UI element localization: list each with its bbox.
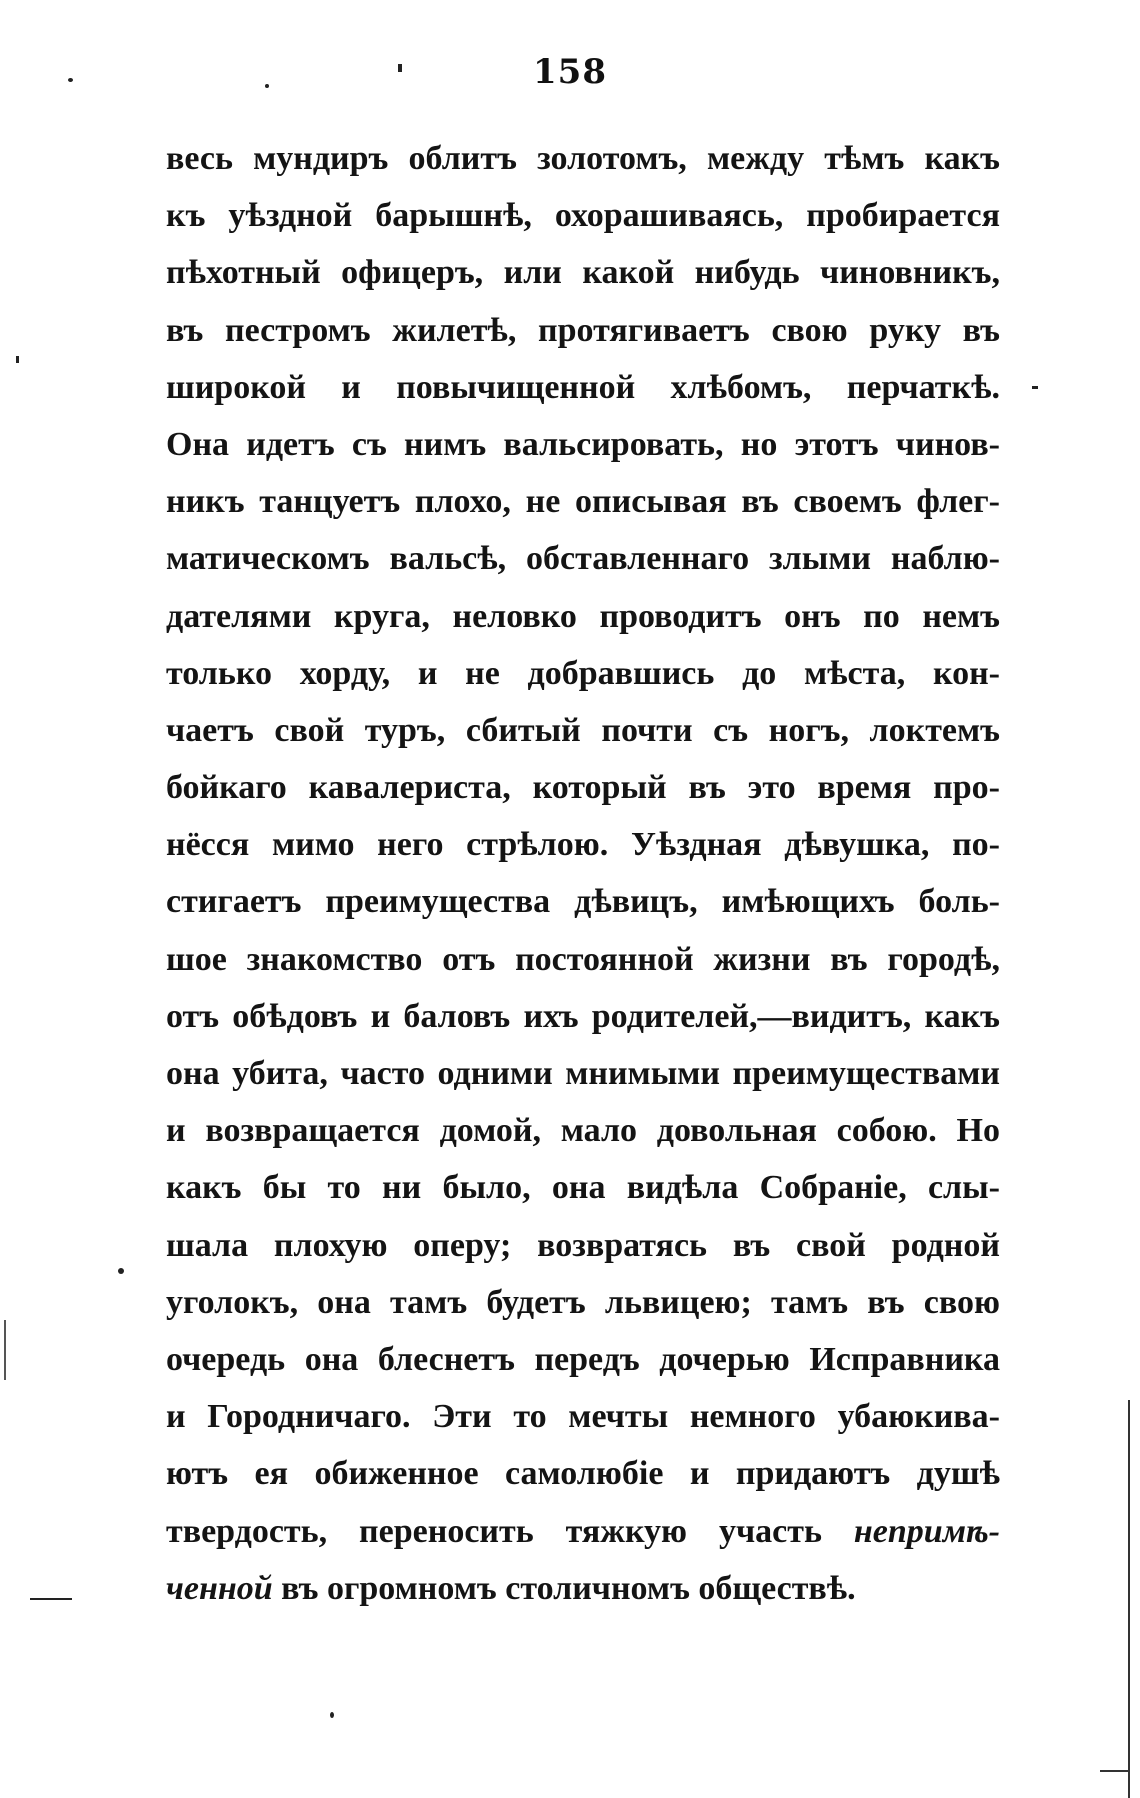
text-line: уголокъ, она тамъ будетъ львицею; тамъ въ свою bbox=[166, 1283, 1000, 1321]
text-line: матическомъ вальсѣ, обставленнаго злыми наблю- bbox=[166, 540, 1000, 578]
text-line: ютъ ея обиженное самолюбіе и придаютъ душѣ bbox=[166, 1455, 1000, 1493]
scan-speck bbox=[4, 1320, 6, 1380]
scan-edge bbox=[1100, 1770, 1130, 1772]
text-line: и Городничаго. Эти то мечты немного убаюкива- bbox=[166, 1398, 1000, 1436]
text-line: дателями круга, неловко проводитъ онъ по немъ bbox=[166, 597, 1000, 635]
text-line: къ уѣздной барышнѣ, охорашиваясь, пробирается bbox=[166, 197, 1000, 235]
text-line: нёсся мимо него стрѣлою. Уѣздная дѣвушка, по- bbox=[166, 826, 1000, 864]
text-line: очередь она блеснетъ передъ дочерью Исправника bbox=[166, 1340, 1000, 1378]
text-line: весь мундиръ облитъ золотомъ, между тѣмъ какъ bbox=[166, 140, 1000, 177]
text-line: Она идетъ съ нимъ вальсировать, но этотъ чинов- bbox=[166, 425, 1000, 463]
text-line: какъ бы то ни было, она видѣла Собраніе, слы- bbox=[166, 1169, 1000, 1207]
text-line: отъ обѣдовъ и баловъ ихъ родителей,—видитъ, какъ bbox=[166, 997, 1000, 1035]
text-line: только хорду, и не добравшись до мѣста, кон- bbox=[166, 654, 1000, 692]
scan-speck bbox=[265, 84, 269, 88]
scan-speck bbox=[16, 356, 19, 363]
text-run: твердость, переносить тяжкую участь bbox=[166, 1512, 854, 1550]
page-number: 158 bbox=[533, 52, 607, 92]
scan-speck bbox=[398, 64, 402, 72]
italic-text-run: непримѣ- bbox=[853, 1512, 1000, 1550]
scan-speck bbox=[1032, 386, 1038, 389]
text-line bbox=[166, 1560, 1000, 1617]
text-line: шала плохую оперу; возвратясь въ свой родной bbox=[166, 1226, 1000, 1264]
text-line: никъ танцуетъ плохо, не описывая въ своемъ флег- bbox=[166, 483, 1000, 521]
text-line: чаетъ свой туръ, сбитый почти съ ногъ, локтемъ bbox=[166, 711, 1000, 749]
italic-text-run: ченной bbox=[166, 1569, 273, 1607]
scan-speck bbox=[68, 78, 73, 82]
text-line: стигаетъ преимущества дѣвицъ, имѣющихъ боль- bbox=[166, 883, 1000, 921]
text-line: въ пестромъ жилетѣ, протягиваетъ свою руку въ bbox=[166, 311, 1000, 349]
scan-speck bbox=[30, 1598, 72, 1600]
text-line: и возвращается домой, мало довольная собою. Но bbox=[166, 1112, 1000, 1150]
text-line: шое знакомство отъ постоянной жизни въ городѣ, bbox=[166, 940, 1000, 978]
text-line: она убита, часто одними мнимыми преимуществами bbox=[166, 1055, 1000, 1092]
body-text bbox=[166, 130, 1000, 1617]
scan-edge bbox=[1128, 1400, 1130, 1798]
scan-speck bbox=[118, 1268, 124, 1274]
text-line bbox=[166, 1503, 1000, 1560]
scan-speck bbox=[330, 1712, 334, 1718]
text-line: широкой и повычищенной хлѣбомъ, перчаткѣ. bbox=[166, 368, 1000, 406]
text-line: бойкаго кавалериста, который въ это время про- bbox=[166, 769, 1000, 807]
text-line: пѣхотный офицеръ, или какой нибудь чиновникъ, bbox=[166, 254, 1000, 292]
text-run: въ огромномъ столичномъ обществѣ. bbox=[272, 1569, 856, 1607]
